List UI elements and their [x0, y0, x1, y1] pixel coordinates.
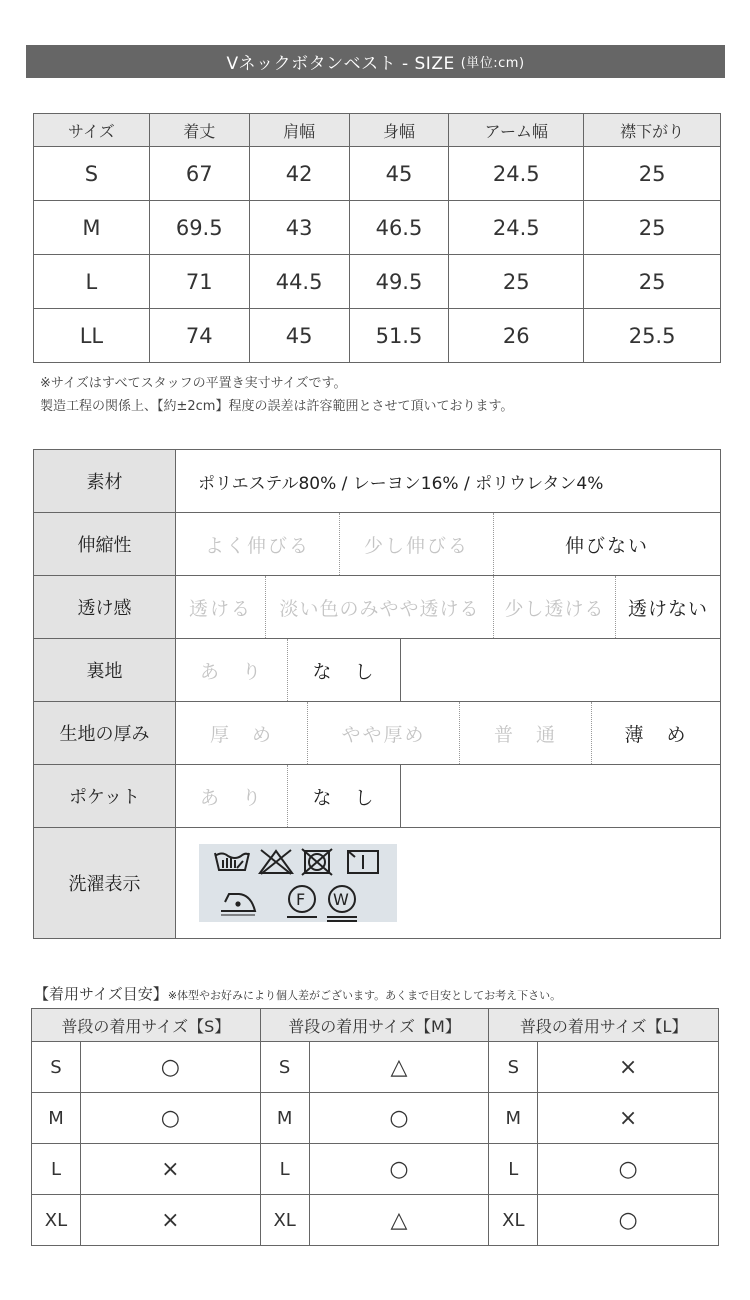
- fit-mark: ○: [538, 1195, 719, 1246]
- spec-row-stretch: [34, 513, 721, 576]
- low-iron-icon: [221, 894, 255, 915]
- table-cell: 44.5: [249, 255, 349, 309]
- table-cell: 25: [584, 201, 721, 255]
- spec-row-care: [34, 828, 721, 939]
- option: 透ける: [176, 576, 266, 638]
- fit-mark: ○: [309, 1144, 489, 1195]
- table-cell: 45: [249, 309, 349, 363]
- table-cell: 24.5: [449, 201, 584, 255]
- table-cell: LL: [34, 309, 150, 363]
- table-row: [32, 1093, 719, 1144]
- spec-row-pocket: [34, 765, 721, 828]
- option: 淡い色のみやや透ける: [266, 576, 494, 638]
- table-row: [34, 147, 721, 201]
- table-cell: 25: [584, 147, 721, 201]
- spec-row-lining: [34, 639, 721, 702]
- table-cell: 67: [149, 147, 249, 201]
- table-cell: 46.5: [349, 201, 449, 255]
- title-unit: (単位:cm): [460, 56, 525, 71]
- option: よく伸びる: [176, 513, 340, 575]
- table-cell: L: [34, 255, 150, 309]
- size-note: ※サイズはすべてスタッフの平置き実寸サイズです。: [40, 376, 347, 391]
- table-cell: 25: [449, 255, 584, 309]
- spec-label: 伸縮性: [34, 513, 176, 576]
- size-cell: M: [489, 1093, 538, 1144]
- spec-row-thickness: [34, 702, 721, 765]
- spec-label: 素材: [34, 450, 176, 513]
- col-header: 身幅: [349, 114, 449, 147]
- col-header: 普段の着用サイズ【S】: [32, 1009, 261, 1042]
- option: 少し透ける: [494, 576, 616, 638]
- fit-mark: ×: [80, 1144, 260, 1195]
- fit-mark: ×: [80, 1195, 260, 1246]
- fit-mark: ×: [538, 1093, 719, 1144]
- spec-label: 洗濯表示: [34, 828, 176, 939]
- size-cell: L: [489, 1144, 538, 1195]
- option-selected: 伸びない: [564, 534, 649, 557]
- option: 少し伸びる: [340, 513, 494, 575]
- svg-text:W: W: [333, 890, 349, 909]
- size-cell: M: [32, 1093, 81, 1144]
- table-cell: 26: [449, 309, 584, 363]
- no-bleach-icon: [260, 850, 292, 874]
- svg-text:F: F: [296, 890, 306, 909]
- size-table: [33, 113, 721, 363]
- table-cell: 25.5: [584, 309, 721, 363]
- option: あ り: [176, 639, 288, 701]
- fit-mark: △: [309, 1195, 489, 1246]
- table-cell: 51.5: [349, 309, 449, 363]
- option: あ り: [176, 765, 288, 827]
- option-selected: 透けない: [627, 597, 708, 620]
- option-selected: 薄 め: [624, 723, 688, 746]
- table-cell: 71: [149, 255, 249, 309]
- size-cell: S: [32, 1042, 81, 1093]
- fit-mark: ○: [538, 1144, 719, 1195]
- size-cell: S: [489, 1042, 538, 1093]
- table-row: [34, 255, 721, 309]
- title-main: Vネックボタンベスト - SIZE: [226, 54, 455, 74]
- fit-table: [31, 1008, 719, 1246]
- size-cell: XL: [260, 1195, 309, 1246]
- option-selected: な し: [288, 639, 401, 701]
- table-cell: 74: [149, 309, 249, 363]
- spec-label: ポケット: [34, 765, 176, 828]
- table-row: [34, 201, 721, 255]
- hand-wash-icon: [215, 853, 249, 870]
- table-cell: M: [34, 201, 150, 255]
- table-cell: 43: [249, 201, 349, 255]
- spec-table: [33, 449, 721, 939]
- col-header: 着丈: [149, 114, 249, 147]
- option: 普 通: [460, 702, 592, 764]
- table-row: [32, 1195, 719, 1246]
- table-row: [32, 1144, 719, 1195]
- page-title: [26, 45, 725, 78]
- col-header: 普段の着用サイズ【M】: [260, 1009, 489, 1042]
- tolerance-note: 製造工程の関係上、【約±2cm】程度の誤差は許容範囲とさせて頂いております。: [40, 399, 514, 414]
- size-cell: M: [260, 1093, 309, 1144]
- wet-clean-w-icon: [327, 886, 357, 921]
- col-header: アーム幅: [449, 114, 584, 147]
- option: やや厚め: [308, 702, 460, 764]
- spec-row-sheer: [34, 576, 721, 639]
- fit-mark: ○: [80, 1093, 260, 1144]
- option-selected: な し: [288, 765, 401, 827]
- table-cell: 24.5: [449, 147, 584, 201]
- table-cell: 69.5: [149, 201, 249, 255]
- line-dry-icon: [348, 851, 378, 873]
- table-cell: 49.5: [349, 255, 449, 309]
- table-row: [34, 309, 721, 363]
- table-cell: 45: [349, 147, 449, 201]
- spec-label: 生地の厚み: [34, 702, 176, 765]
- spec-label: 裏地: [34, 639, 176, 702]
- size-cell: L: [260, 1144, 309, 1195]
- col-header: 普段の着用サイズ【L】: [489, 1009, 719, 1042]
- fit-mark: ×: [538, 1042, 719, 1093]
- table-row: [32, 1042, 719, 1093]
- table-cell: 25: [584, 255, 721, 309]
- no-tumble-dry-icon: [302, 849, 332, 875]
- size-cell: XL: [489, 1195, 538, 1246]
- option: 厚 め: [176, 702, 308, 764]
- col-header: 肩幅: [249, 114, 349, 147]
- size-cell: S: [260, 1042, 309, 1093]
- size-cell: L: [32, 1144, 81, 1195]
- fit-mark: △: [309, 1042, 489, 1093]
- col-header: サイズ: [34, 114, 150, 147]
- care-labels: [199, 844, 397, 922]
- col-header: 襟下がり: [584, 114, 721, 147]
- material-value: ポリエステル80% / レーヨン16% / ポリウレタン4%: [198, 473, 604, 494]
- fit-mark: ○: [80, 1042, 260, 1093]
- table-cell: 42: [249, 147, 349, 201]
- spec-label: 透け感: [34, 576, 176, 639]
- fit-mark: ○: [309, 1093, 489, 1144]
- fit-heading-title: 【着用サイズ目安】: [34, 985, 168, 1003]
- size-table-header: [34, 114, 721, 147]
- dry-clean-f-icon: [287, 886, 317, 917]
- fit-table-header: [32, 1009, 719, 1042]
- fit-heading: [34, 983, 561, 1004]
- size-cell: XL: [32, 1195, 81, 1246]
- spec-row-material: [34, 450, 721, 513]
- fit-heading-note: ※体型やお好みにより個人差がございます。あくまで目安としてお考え下さい。: [167, 989, 562, 1002]
- table-cell: S: [34, 147, 150, 201]
